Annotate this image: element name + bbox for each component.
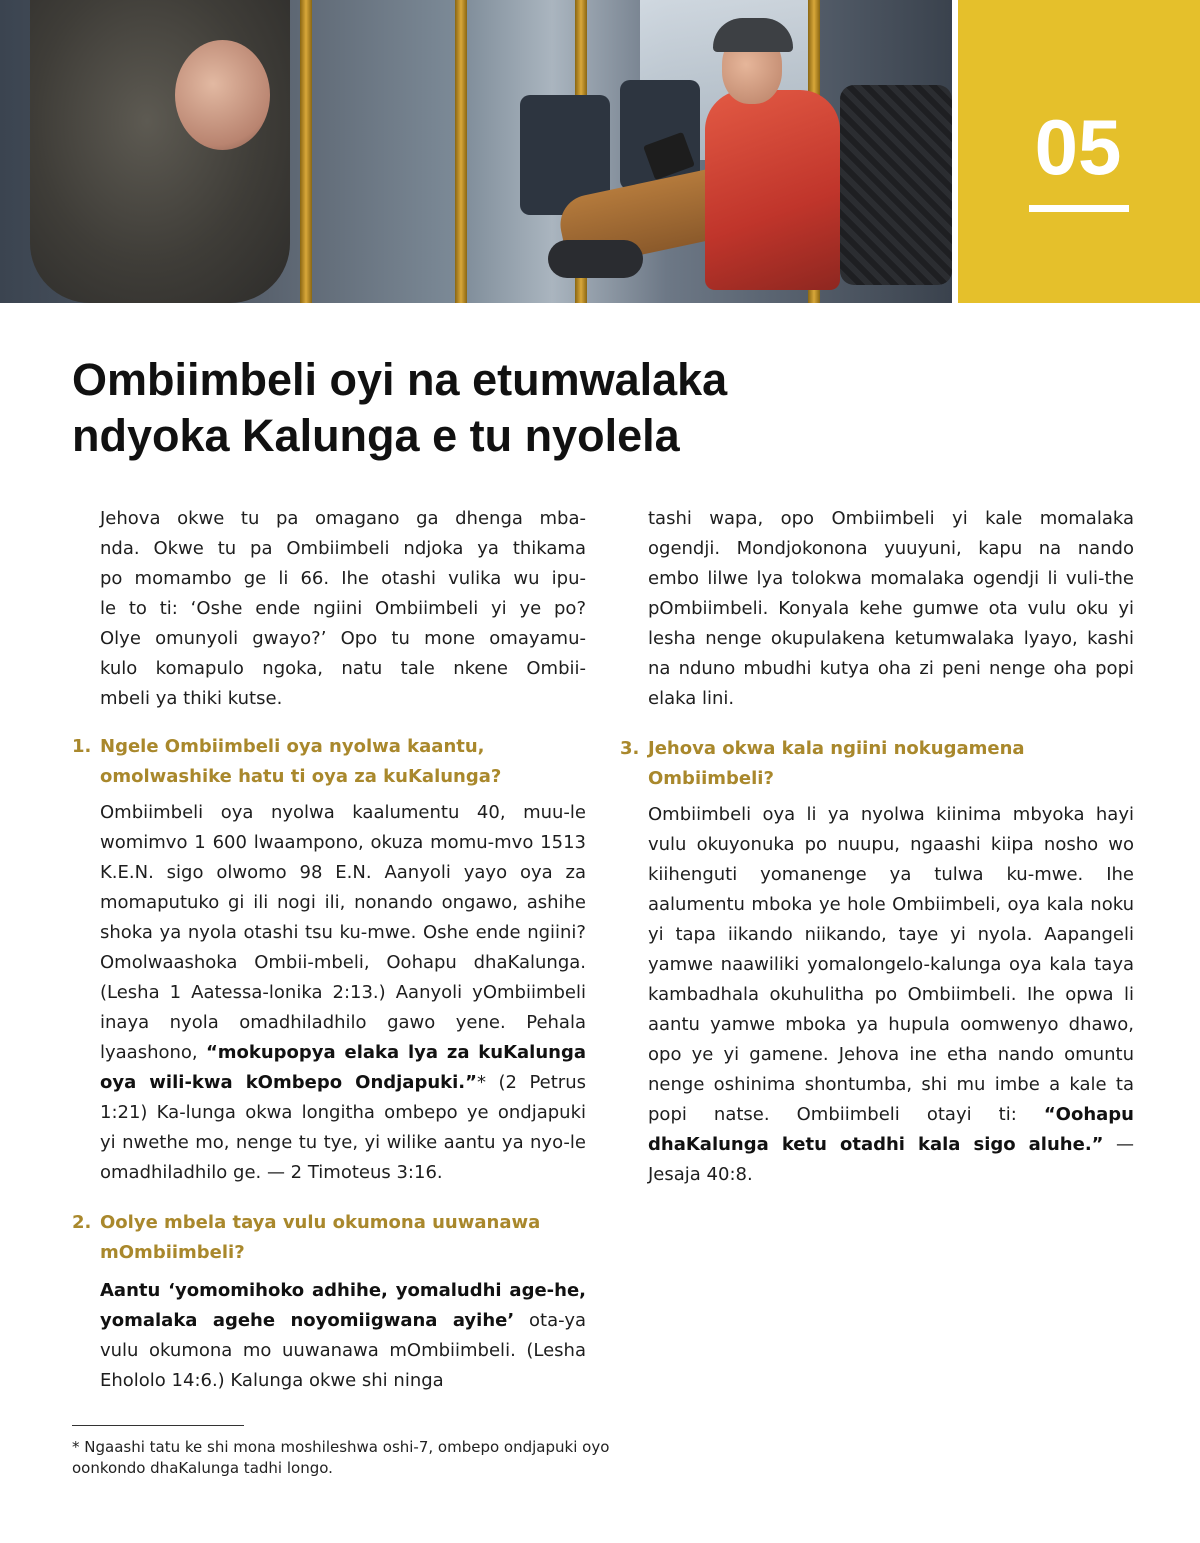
intro-line: mbeli ya thiki kutse. bbox=[100, 688, 283, 709]
handrail-pole bbox=[455, 0, 467, 303]
question-3-number: 3. bbox=[620, 738, 640, 759]
intro-line: nda. Okwe tu pa Ombiimbeli ndjoka ya thikama bbox=[100, 538, 586, 559]
hero-photo bbox=[0, 0, 952, 303]
reader-shoe bbox=[548, 240, 643, 278]
reader-jacket bbox=[705, 90, 840, 290]
handrail-pole bbox=[300, 0, 312, 303]
answer-3-paragraph bbox=[620, 800, 1134, 1190]
answer-2-quote: Aantu ‘yomomihoko adhihe, yomaludhi age-he, yomalaka agehe noyomiigwana ayihe’ bbox=[100, 1280, 586, 1331]
answer-1-paragraph bbox=[72, 798, 586, 1188]
chapter-underline bbox=[1029, 205, 1129, 212]
continued-paragraph: tashi wapa, opo Ombiimbeli yi kale momalaka ogendji. Mondjokonona yuuyuni, kapu na nando embo lilwe lya tolokwa momalaka ogendji li vuli-the pOmbiimbeli. Konyala kehe gumwe ota vulu oku yi lesha nenge okupulakena ketumwalaka lyayo, kashi na nduno mbudhi kutya oha zi peni nenge oha popi elaka lini. bbox=[648, 508, 1134, 709]
sleeping-passenger bbox=[30, 0, 290, 303]
intro-line: le to ti: ‘Oshe ende ngiini Ombiimbeli yi ye po? bbox=[100, 598, 586, 619]
intro-line: po momambo ge li 66. Ihe otashi vulika wu ipu- bbox=[100, 568, 586, 589]
question-2-line-2: mOmbiimbeli? bbox=[100, 1242, 245, 1263]
intro-line: Jehova okwe tu pa omagano ga dhenga mba- bbox=[100, 508, 586, 529]
footnote: * Ngaashi tatu ke shi mona moshileshwa oshi-7, ombepo ondjapuki oyo oonkondo dhaKalunga tadhi longo. bbox=[72, 1438, 610, 1477]
answer-1-quote: “mokupopya elaka lya za kuKalunga oya wili-kwa kOmbepo Ondjapuki.” bbox=[100, 1042, 586, 1093]
question-1-line-2: omolwashike hatu ti oya za kuKalunga? bbox=[100, 766, 502, 787]
question-1-heading bbox=[72, 732, 586, 792]
footnote-divider bbox=[72, 1425, 244, 1426]
passenger-head bbox=[175, 40, 270, 150]
answer-1-text: Ombiimbeli oya nyolwa kaalumentu 40, muu-le womimvo 1 600 lwaampono, okuza momu-mvo 1513 K.E.N. sigo olwomo 98 E.N. Aanyoli yayo oya za momaputuko gi ili nogi ili, nonando ongawo, ashihe shoka ya nyola otashi tsu ku-mwe. Oshe ende ngiini? Omolwaashoka Ombii-mbeli, Oohapu dhaKalunga. (Lesha 1 Aatessa-lonika 2:13.) Aanyoli yOmbiimbeli inaya nyola omadhiladhilo gawo yene. Pehala lyaashono, bbox=[100, 802, 586, 1063]
question-2-heading bbox=[72, 1208, 586, 1268]
intro-line: Olye omunyoli gwayo?’ Opo tu mone omayamu- bbox=[100, 628, 586, 649]
answer-2-text: ota-ya vulu okumona mo uuwanawa mOmbiimbeli. (Lesha Ehololo 14:6.) Kalunga okwe shi ninga bbox=[100, 1310, 586, 1391]
answer-2-paragraph bbox=[72, 1276, 586, 1396]
chapter-number: 05 bbox=[1034, 103, 1122, 191]
question-3-line-1: Jehova okwa kala ngiini nokugamena bbox=[648, 738, 1025, 759]
answer-3-text: Ombiimbeli oya li ya nyolwa kiinima mbyoka hayi vulu okuyonuka po nuupu, ngaashi kiipa nosho wo kiihenguti yomanenge ya tulwa ku-mwe. Ihe aalumentu mboka ye hole Ombiimbeli, oya kala noku yi tapa iikando niikando, taye yi nyola. Aapangeli yamwe naawiliki yomalongelo-kalunga oya kala taya kambadhala okuhulitha po Ombiimbeli. Ihe opwa li aantu yamwe mboka ya hupula oomwenyo dhawo, opo ye yi gamene. Jehova ine etha nando omuntu nenge oshinima shontumba, shi mu imbe a kale ta popi natse. Ombiimbeli otayi ti: bbox=[648, 804, 1134, 1125]
title-line-2: ndyoka Kalunga e tu nyolela bbox=[72, 410, 680, 461]
question-2-line-1: Oolye mbela taya vulu okumona uuwanawa bbox=[100, 1212, 541, 1233]
intro-line: kulo komapulo ngoka, natu tale nkene Ombii- bbox=[100, 658, 586, 679]
question-3-line-2: Ombiimbeli? bbox=[648, 768, 774, 789]
answer-3-reference: — Jesaja 40:8. bbox=[648, 1134, 1135, 1185]
handbag bbox=[840, 85, 952, 285]
answer-1-text-2: * (2 Petrus 1:21) Ka-lunga okwa longitha ombepo ye ondjapuki yi nwethe mo, nenge tu tye, yi wilike aantu ya nyo-le omadhiladhilo ge. — 2 Timoteus 3:16. bbox=[100, 1072, 586, 1183]
left-column bbox=[72, 504, 586, 1396]
question-3-heading bbox=[620, 734, 1134, 794]
reader-cap bbox=[713, 18, 793, 52]
page-title bbox=[72, 352, 972, 464]
right-column bbox=[620, 504, 1134, 1190]
intro-paragraph bbox=[72, 504, 586, 714]
answer-3-quote: “Oohapu dhaKalunga ketu otadhi kala sigo aluhe.” bbox=[648, 1104, 1134, 1155]
title-line-1: Ombiimbeli oyi na etumwalaka bbox=[72, 354, 728, 405]
question-1-line-1: Ngele Ombiimbeli oya nyolwa kaantu, bbox=[100, 736, 485, 757]
question-2-number: 2. bbox=[72, 1212, 92, 1233]
question-1-number: 1. bbox=[72, 736, 92, 757]
